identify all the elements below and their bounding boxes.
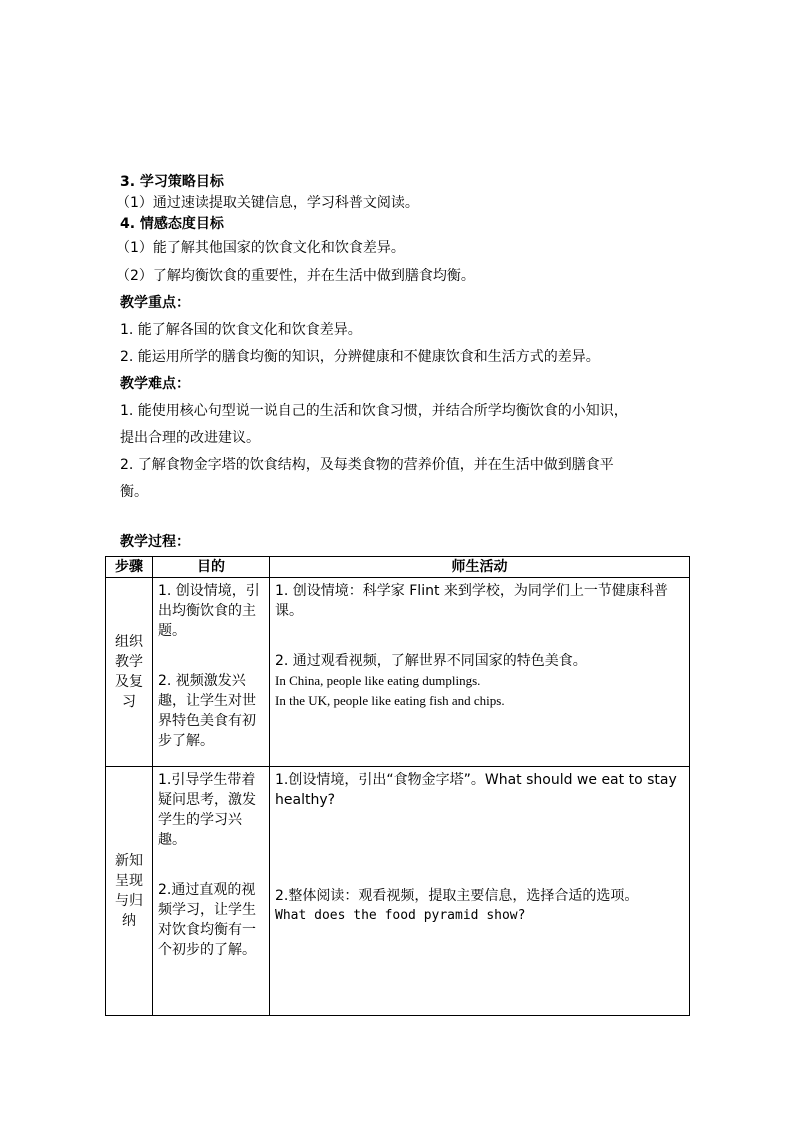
- difficulty-2-line-b: 衡。: [120, 484, 148, 500]
- activity-item: 2.整体阅读：观看视频，提取主要信息，选择合适的选项。: [275, 888, 639, 904]
- goal-item: 2. 视频激发兴趣，让学生对世界特色美食有初步了解。: [158, 673, 256, 749]
- difficulty-1-line-a: 1. 能使用核心句型说一说自己的生活和饮食习惯，并结合所学均衡饮食的小知识，: [120, 403, 628, 419]
- difficulty-1-line-b: 提出合理的改进建议。: [120, 430, 260, 446]
- activity-item: 2. 通过观看视频，了解世界不同国家的特色美食。: [275, 653, 587, 669]
- objective-3-line: （1）通过速读提取关键信息，学习科普文阅读。: [116, 195, 419, 211]
- difficulty-2-line-a: 2. 了解食物金字塔的饮食结构，及每类食物的营养价值，并在生活中做到膳食平: [120, 457, 614, 473]
- activity-example: In the UK, people like eating fish and chips.: [275, 693, 505, 708]
- activity-question: What does the food pyramid show?: [275, 908, 526, 923]
- teaching-process-table: [105, 556, 690, 1016]
- goal-item: 2.通过直观的视频学习，让学生对饮食均衡有一个初步的了解。: [158, 882, 256, 958]
- step-cell: 组织教学及复习: [106, 578, 153, 767]
- activity-item: 1. 创设情境：科学家 Flint 来到学校，为同学们上一节健康科普课。: [275, 583, 668, 619]
- step-cell: 新知呈现与归纳: [106, 767, 153, 1016]
- process-title: 教学过程：: [120, 534, 190, 550]
- table-row: [106, 578, 690, 767]
- objective-4-line-1: （1）能了解其他国家的饮食文化和饮食差异。: [116, 240, 405, 256]
- objective-4-line-2: （2）了解均衡饮食的重要性，并在生活中做到膳食均衡。: [116, 268, 475, 284]
- goal-item: 1.引导学生带着疑问思考，激发学生的学习兴趣。: [158, 772, 256, 848]
- table-row: [106, 767, 690, 1016]
- activity-example: In China, people like eating dumplings.: [275, 673, 481, 688]
- key-points-title: 教学重点：: [120, 295, 190, 311]
- key-point-2: 2. 能运用所学的膳食均衡的知识，分辨健康和不健康饮食和生活方式的差异。: [120, 349, 600, 365]
- objective-3-title: 3. 学习策略目标: [120, 174, 224, 190]
- goal-cell: [153, 578, 270, 767]
- goal-item: 1. 创设情境，引出均衡饮食的主题。: [158, 583, 260, 639]
- table-header-row: [106, 557, 690, 578]
- goal-cell: [153, 767, 270, 1016]
- activity-item: 1.创设情境，引出“食物金字塔”。What should we eat to stay healthy?: [275, 772, 677, 808]
- header-activity: 师生活动: [270, 557, 690, 578]
- header-step: 步骤: [106, 557, 153, 578]
- objective-4-title: 4. 情感态度目标: [120, 216, 224, 232]
- activity-cell: [270, 578, 690, 767]
- difficulties-title: 教学难点：: [120, 376, 190, 392]
- header-goal: 目的: [153, 557, 270, 578]
- key-point-1: 1. 能了解各国的饮食文化和饮食差异。: [120, 322, 362, 338]
- activity-cell: [270, 767, 690, 1016]
